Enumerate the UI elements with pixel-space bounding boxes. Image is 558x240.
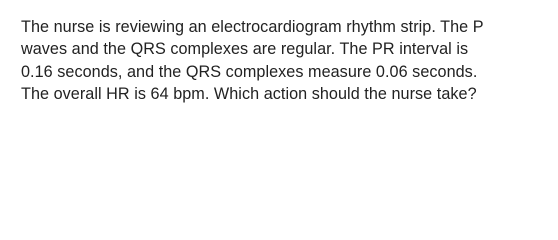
question-text <box>21 16 538 106</box>
question-line-2: waves and the QRS complexes are regular. The PR interval is <box>21 40 469 59</box>
question-line-4: The overall HR is 64 bpm. Which action should the nurse take? <box>21 85 477 104</box>
question-line-3: 0.16 seconds, and the QRS complexes measure 0.06 seconds. <box>21 62 478 81</box>
question-line-1: The nurse is reviewing an electrocardiogram rhythm strip. The P <box>21 18 484 36</box>
